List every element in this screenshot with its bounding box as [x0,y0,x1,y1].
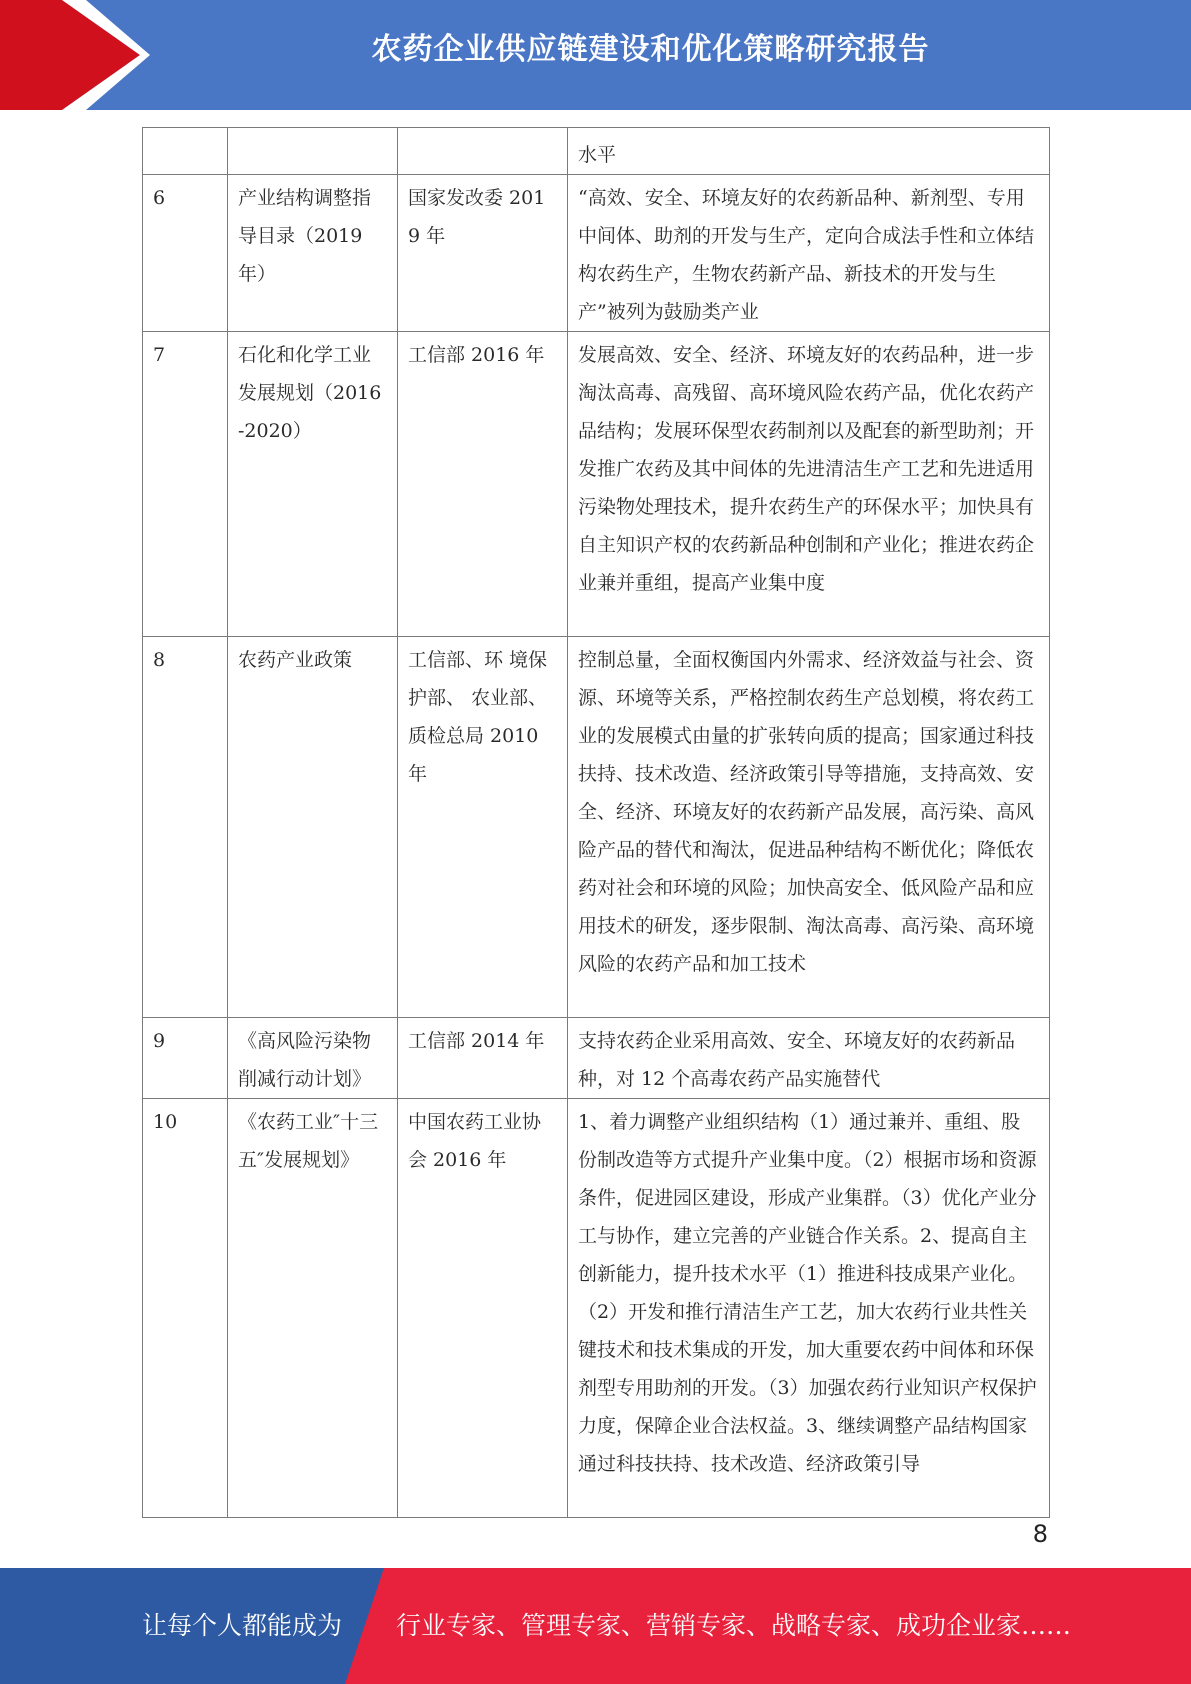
cell-name: 石化和化学工业发展规划（2016-2020） [228,332,398,637]
table-row [143,1099,1050,1518]
footer-slogan-right: 行业专家、管理专家、营销专家、战略专家、成功企业家…… [396,1611,1072,1640]
cell-issuer: 国家发改委 2019 年 [398,175,568,332]
cell-content: 支持农药企业采用高效、安全、环境友好的农药新品种，对 12 个高毒农药产品实施替代 [568,1018,1050,1099]
cell-issuer: 中国农药工业协会 2016 年 [398,1099,568,1518]
table-row [143,637,1050,1018]
cell-name: 《高风险污染物削减行动计划》 [228,1018,398,1099]
cell-content: 控制总量，全面权衡国内外需求、经济效益与社会、资源、环境等关系，严格控制农药生产总划模，将农药工业的发展模式由量的扩张转向质的提高；国家通过科技扶持、技术改造、经济政策引导等措施，支持高效、安全、经济、环境友好的农药新产品发展，高污染、高风险产品的替代和淘汰，促进品种结构不断优化；降低农药对社会和环境的风险；加快高安全、低风险产品和应用技术的研发，逐步限制、淘汰高毒、高污染、高环境风险的农药产品和加工技术 [568,637,1050,1018]
table-row [143,332,1050,637]
cell-issuer: 工信部 2016 年 [398,332,568,637]
cell-name: 产业结构调整指导目录（2019年） [228,175,398,332]
cell-content: 发展高效、安全、经济、环境友好的农药品种，进一步淘汰高毒、高残留、高环境风险农药产品，优化农药产品结构；发展环保型农药制剂以及配套的新型助剂；开发推广农药及其中间体的先进清洁生产工艺和先进适用污染物处理技术，提升农药生产的环保水平；加快具有自主知识产权的农药新品种创制和产业化；推进农药企业兼并重组，提高产业集中度 [568,332,1050,637]
report-title: 农药企业供应链建设和优化策略研究报告 [371,32,930,67]
cell-no: 9 [143,1018,228,1099]
cell-issuer: 工信部 2014 年 [398,1018,568,1099]
cell-content: 水平 [568,128,1050,175]
page-header [0,0,1191,110]
cell-name: 《农药工业″十三五″发展规划》 [228,1099,398,1518]
table-row [143,175,1050,332]
cell-issuer: 工信部、环 境保护部、 农业部、质检总局 2010 年 [398,637,568,1018]
cell-issuer [398,128,568,175]
cell-no: 6 [143,175,228,332]
cell-no: 7 [143,332,228,637]
page-footer [0,1568,1191,1684]
cell-no: 8 [143,637,228,1018]
table-row [143,1018,1050,1099]
cell-no [143,128,228,175]
cell-content: 1、着力调整产业组织结构（1）通过兼并、重组、股份制改造等方式提升产业集中度。（2）根据市场和资源条件，促进园区建设，形成产业集群。（3）优化产业分工与协作，建立完善的产业链合作关系。2、提高自主创新能力，提升技术水平（1）推进科技成果产业化。（2）开发和推行清洁生产工艺，加大农药行业共性关键技术和技术集成的开发，加大重要农药中间体和环保剂型专用助剂的开发。（3）加强农药行业知识产权保护力度，保障企业合法权益。3、继续调整产品结构国家通过科技扶持、技术改造、经济政策引导 [568,1099,1050,1518]
footer-slogan-left: 让每个人都能成为 [142,1611,343,1640]
cell-name: 农药产业政策 [228,637,398,1018]
cell-content: “高效、安全、环境友好的农药新品种、新剂型、专用中间体、助剂的开发与生产，定向合成法手性和立体结构农药生产，生物农药新产品、新技术的开发与生产”被列为鼓励类产业 [568,175,1050,332]
header-red-arrow [0,0,140,110]
page-number: 8 [1032,1520,1048,1548]
cell-no: 10 [143,1099,228,1518]
table-row [143,128,1050,175]
cell-name [228,128,398,175]
policy-table [142,127,1050,1518]
